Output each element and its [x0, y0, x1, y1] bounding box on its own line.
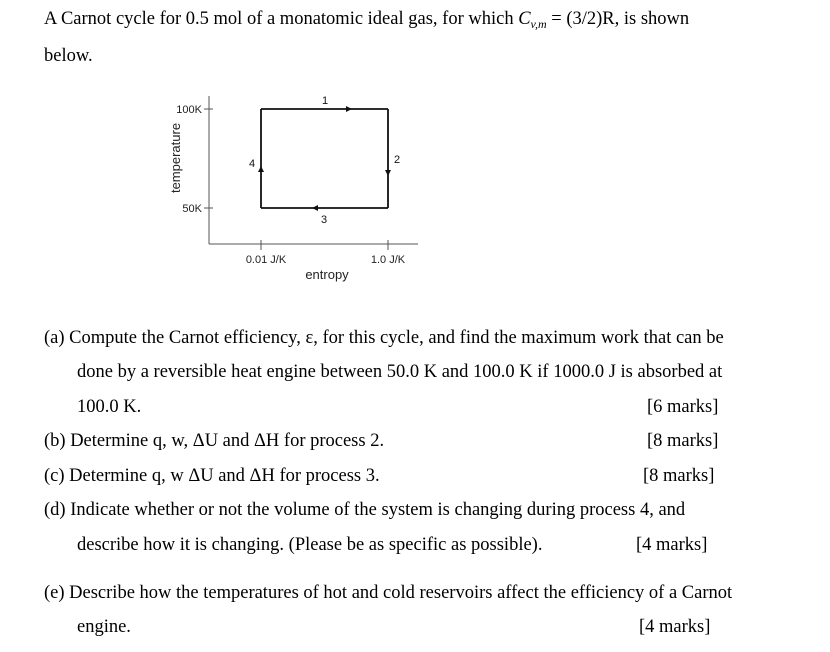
question-a-line-2: done by a reversible heat engine between 50.0 K and 100.0 K if 1000.0 J is absorbed at — [77, 362, 723, 382]
question-e-line-1: (e) Describe how the temperatures of hot and cold reservoirs affect the efficiency of a Carnot — [44, 583, 733, 603]
intro-text-b: = (3/2)R, is shown — [546, 9, 690, 29]
process-label-1: 1 — [322, 95, 329, 107]
question-d-line-2: describe how it is changing. (Please be as specific as possible). — [77, 535, 543, 555]
cvm-symbol: C — [518, 9, 531, 29]
question-e-line-2: engine. — [77, 617, 131, 637]
process-2-arrow — [385, 170, 391, 176]
y-tick-label-50k: 50K — [182, 203, 202, 215]
cvm-subscript: v,m — [530, 17, 547, 31]
intro-line-2: below. — [44, 46, 93, 66]
question-e-marks: [4 marks] — [639, 617, 711, 637]
question-d-marks: [4 marks] — [636, 535, 708, 555]
question-a-marks: [6 marks] — [647, 397, 719, 417]
process-label-4: 4 — [249, 158, 256, 170]
intro-line-1 — [44, 9, 689, 32]
y-axis-title: temperature — [168, 122, 183, 194]
question-a-line-3: 100.0 K. — [77, 397, 142, 417]
question-c-marks: [8 marks] — [643, 466, 715, 486]
y-tick-label-100k: 100K — [176, 104, 202, 116]
process-1-arrow — [346, 106, 352, 112]
question-d-line-1: (d) Indicate whether or not the volume of the system is changing during process 4, and — [44, 500, 686, 520]
x-axis-title: entropy — [305, 267, 349, 282]
process-label-2: 2 — [394, 154, 401, 166]
question-b: (b) Determine q, w, ΔU and ΔH for process 2. — [44, 431, 385, 451]
x-tick-label-001: 0.01 J/K — [245, 254, 287, 266]
process-label-3: 3 — [321, 214, 328, 226]
x-tick-label-1: 1.0 J/K — [370, 254, 406, 266]
process-3-arrow — [312, 205, 318, 211]
question-b-marks: [8 marks] — [647, 431, 719, 451]
process-4-arrow — [258, 166, 264, 172]
question-c: (c) Determine q, w ΔU and ΔH for process 3. — [44, 466, 380, 486]
question-a-line-1: (a) Compute the Carnot efficiency, ε, for this cycle, and find the maximum work that can be — [44, 328, 724, 348]
intro-text-a: A Carnot cycle for 0.5 mol of a monatomic ideal gas, for which — [44, 9, 519, 29]
